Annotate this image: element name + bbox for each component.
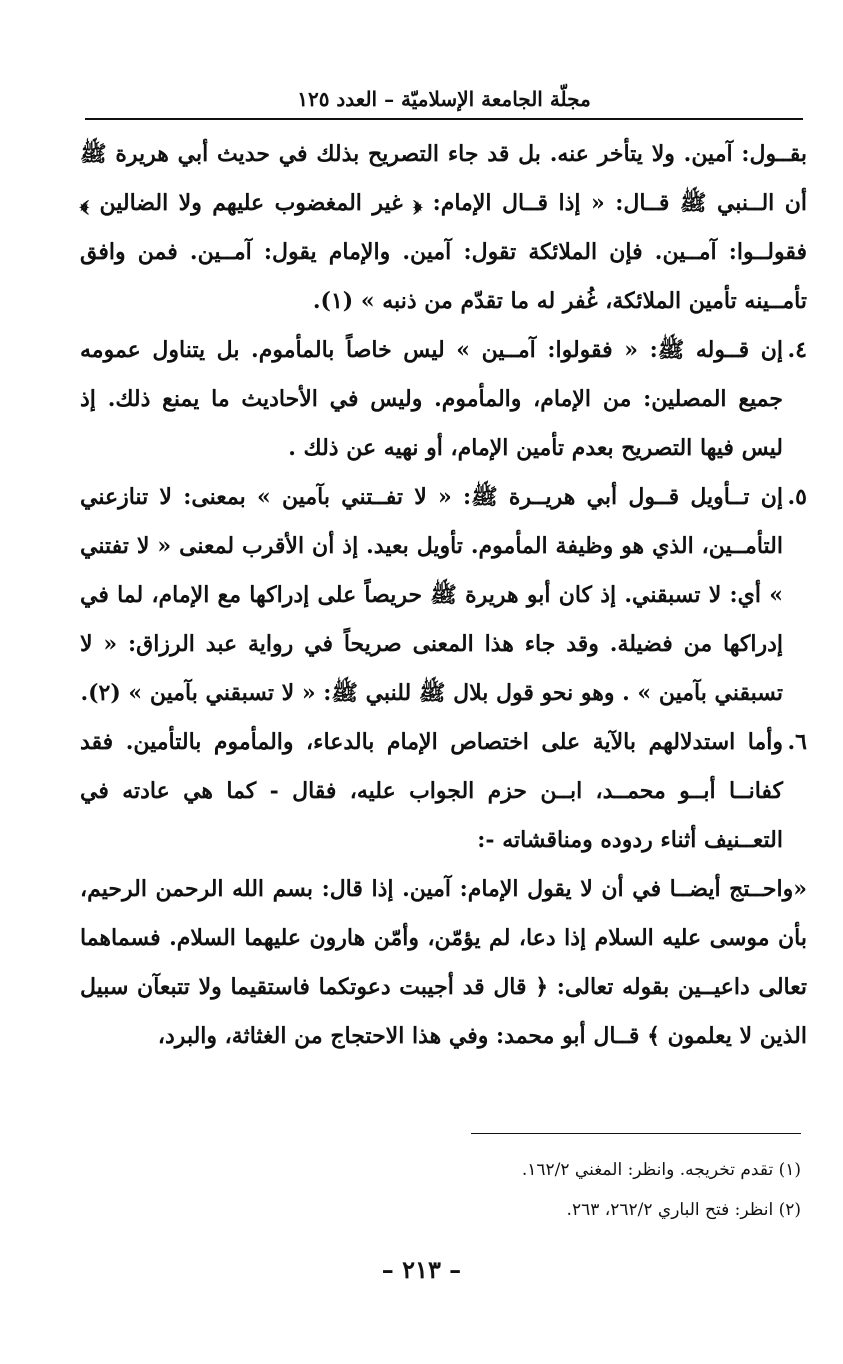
item-text: وأما استدلالهم بالآية على اختصاص الإمام بالدعاء، والمأموم بالتأمين. فقد كفانــا أبــو محمــد، ابــن حزم الجواب عليه، فقال - كما هي عادته في التعــنيف أثناء ردوده ومناقشاته -: — [80, 729, 783, 853]
footnote-1: (١) تقدم تخريجه. وانظر: المغني ١٦٢/٢. — [521, 1160, 801, 1180]
list-item-6 — [80, 718, 807, 865]
item-number: ٥. — [787, 484, 807, 510]
running-header: مجلّة الجامعة الإسلاميّة – العدد ١٢٥ — [297, 87, 591, 111]
item-text: إن قــوله ﷺ: « فقولوا: آمــين » ليس خاصاً بالمأموم. بل يتناول عمومه جميع المصلين: من الإمام، والمأموم. وليس في الأحاديث ما يمنع ذلك. إذ ليس فيها التصريح بعدم تأمين الإمام، أو نهيه عن ذلك . — [80, 337, 783, 461]
item-number: ٦. — [787, 729, 807, 755]
header-divider — [85, 118, 803, 120]
list-item-4 — [80, 326, 807, 473]
item-number: ٤. — [787, 337, 807, 363]
paragraph-continuation: بقــول: آمين. ولا يتأخر عنه. بل قد جاء التصريح بذلك في حديث أبي هريرة ﷺ أن الــنبي ﷺ قــال: « إذا قــال الإمام: ﴿ غير المغضوب عليهم ولا الضالين ﴾ فقولــوا: آمــين. فإن الملائكة تقول: آمين. والإمام يقول: آمــين. فمن وافق تأمــينه تأمين الملائكة، غُفر له ما تقدّم من ذنبه » (١). — [80, 141, 807, 314]
footnote-divider — [471, 1133, 801, 1134]
page-number: – ٢١٣ – — [381, 1255, 462, 1284]
body-text — [80, 130, 807, 1061]
quoted-paragraph: «واحــتج أيضــا في أن لا يقول الإمام: آمين. إذا قال: بسم الله الرحمن الرحيم، بأن موسى عليه السلام إذا دعا، لم يؤمّن، وأمّن هارون عليهما السلام. فسماهما تعالى داعيــين بقوله تعالى: ﴿ قال قد أجيبت دعوتكما فاستقيما ولا تتبعآن سبيل الذين لا يعلمون ﴾ قــال أبو محمد: وفي هذا الاحتجاج من الغثاثة، والبرد، — [80, 876, 807, 1049]
footnotes — [101, 1150, 801, 1230]
item-text: إن تــأويل قــول أبي هريــرة ﷺ: « لا تفــتني بآمين » بمعنى: لا تنازعني التأمــين، الذي هو وظيفة المأموم. تأويل بعيد. إذ أن الأقرب لمعنى « لا تفتني » أي: لا تسبقني. إذ كان أبو هريرة ﷺ حريصاً على إدراكها مع الإمام، لما في إدراكها من فضيلة. وقد جاء هذا المعنى صريحاً في رواية عبد الرزاق: « لا تسبقني بآمين » . وهو نحو قول بلال ﷺ للنبي ﷺ: « لا تسبقني بآمين » (٢). — [80, 484, 783, 706]
list-item-5 — [80, 473, 807, 718]
footnote-2: (٢) انظر: فتح الباري ٢٦٢/٢، ٢٦٣. — [566, 1200, 801, 1220]
